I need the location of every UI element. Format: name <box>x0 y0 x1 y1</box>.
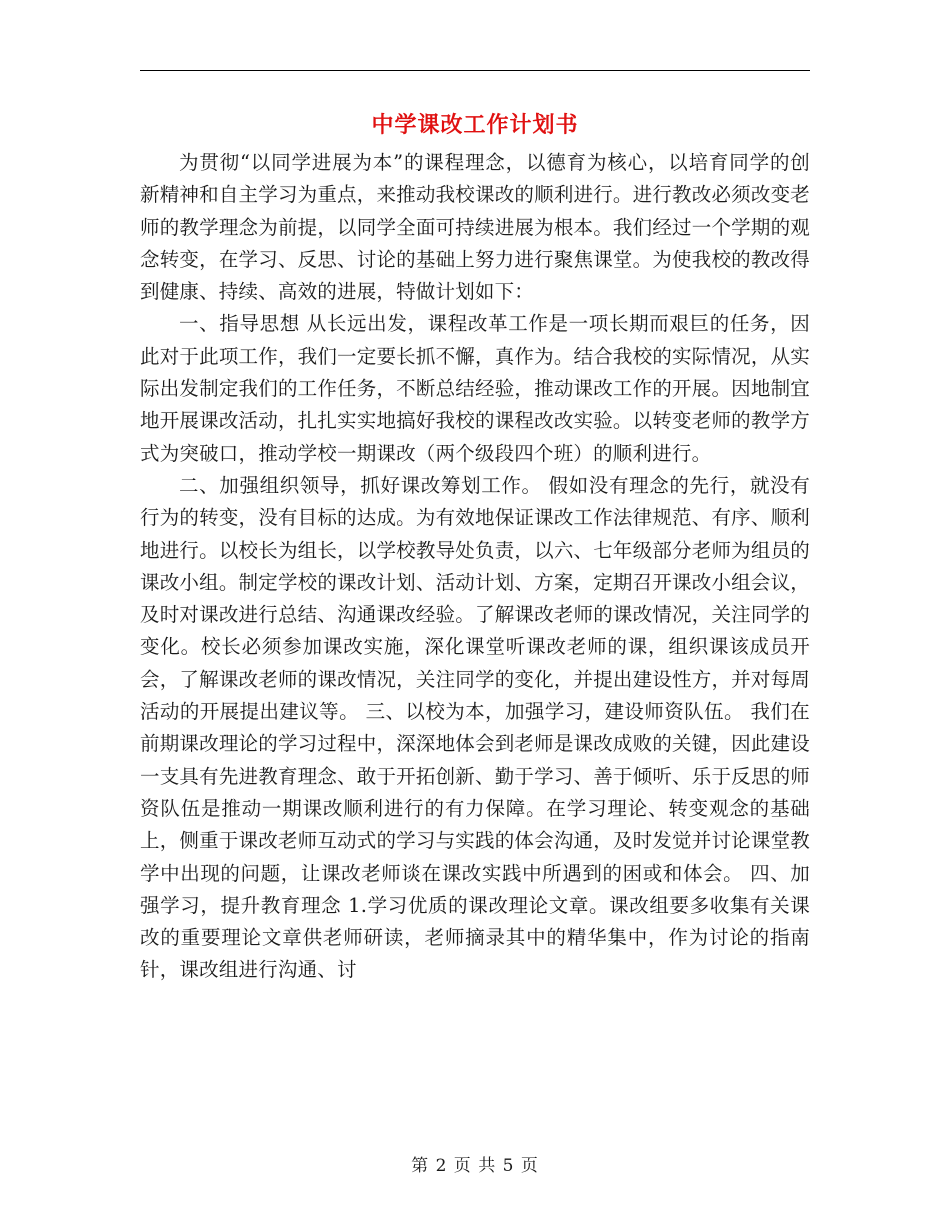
intro-paragraph: 为贯彻“以同学进展为本”的课程理念，以德育为核心，以培育同学的创新精神和自主学习为重点，来推动我校课改的顺利进行。进行教改必须改变老师的教学理念为前提，以同学全面可持续进展为根本。我们经过一个学期的观念转变，在学习、反思、讨论的基础上努力进行聚焦课堂。为使我校的教改得到健康、持续、高效的进展，特做计划如下： <box>140 151 810 304</box>
document-body <box>140 147 810 987</box>
header-rule <box>140 70 810 71</box>
section-1-paragraph: 一、指导思想 从长远出发，课程改革工作是一项长期而艰巨的任务，因此对于此项工作，我们一定要长抓不懈，真作为。结合我校的实际情况，从实际出发制定我们的工作任务，不断总结经验，推动课改工作的开展。因地制宜地开展课改活动，扎扎实实地搞好我校的课程改改实验。以转变老师的教学方式为突破口，推动学校一期课改（两个级段四个班）的顺利进行。 <box>140 312 810 465</box>
section-2-paragraph: 二、加强组织领导，抓好课改筹划工作。 假如没有理念的先行，就没有行为的转变，没有目标的达成。为有效地保证课改工作法律规范、有序、顺利地进行。以校长为组长，以学校教导处负责，以六、七年级部分老师为组员的课改小组。制定学校的课改计划、活动计划、方案，定期召开课改小组会议，及时对课改进行总结、沟通课改经验。了解课改老师的课改情况，关注同学的变化。校长必须参加课改实施，深化课堂听课改老师的课，组织课该成员开会，了解课改老师的课改情况，关注同学的变化，并提出建设性方，并对每周活动的开展提出建议等。 三、以校为本，加强学习，建设师资队伍。 我们在前期课改理论的学习过程中，深深地体会到老师是课改成败的关键，因此建设一支具有先进教育理念、敢于开拓创新、勤于学习、善于倾听、乐于反思的师资队伍是推动一期课改顺利进行的有力保障。在学习理论、转变观念的基础上，侧重于课改老师互动式的学习与实践的体会沟通，及时发觉并讨论课堂教学中出现的问题，让课改老师谈在课改实践中所遇到的困或和体会。 四、加强学习，提升教育理念 1.学习优质的课改理论文章。课改组要多收集有关课改的重要理论文章供老师研读，老师摘录其中的精华集中，作为讨论的指南针，课改组进行沟通、讨 <box>140 473 810 982</box>
page-number: 第 2 页 共 5 页 <box>411 1156 539 1176</box>
document-title: 中学课改工作计划书 <box>371 112 579 138</box>
